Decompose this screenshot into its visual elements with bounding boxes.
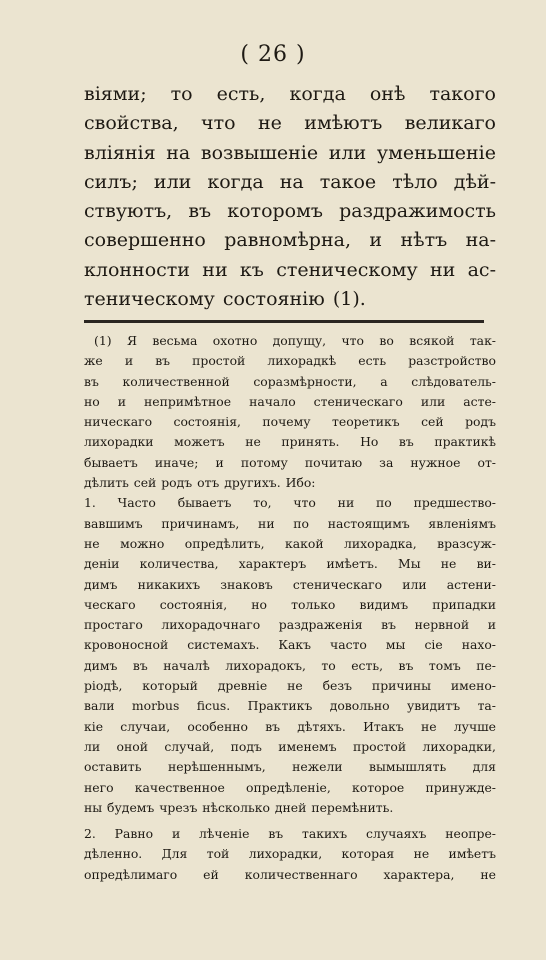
footnote-line: простаго лихорадочнаго раздраженія въ нервной и [84, 617, 496, 633]
footnote-line: ническаго состоянія, почему теоретикъ сей родъ [84, 414, 496, 430]
footnote-line: него качественное опредѣленіе, которое принужде- [84, 779, 496, 795]
footnote-line: ріодѣ, который древніе не безъ причины имено- [84, 678, 496, 694]
footnote-line: ны будемъ чрезъ нѣсколько дней перемѣнить. [84, 799, 394, 815]
footnote-line: вавшимъ причинамъ, ни по настоящимъ явленіямъ [84, 515, 496, 531]
footnote-line: же и въ простой лихорадкѣ есть разстройство [84, 353, 496, 369]
main-text-block [84, 80, 496, 314]
footnote-line: деніи количества, характеръ имѣетъ. Мы не ви- [84, 556, 496, 572]
footnote-divider [84, 320, 484, 323]
footnote-line: но и непримѣтное начало стеническаго или асте- [84, 393, 496, 409]
footnote-line: оставить нерѣшеннымъ, нежели вымышлять для [84, 759, 496, 775]
page-number: ( 26 ) [240, 42, 306, 67]
footnote-line: лихорадки можетъ не принять. Но въ практикѣ [84, 434, 496, 450]
main-text-line: вліянія на возвышеніе или уменьшеніе [84, 141, 496, 164]
main-text-line: віями; то есть, когда онѣ такого [84, 83, 496, 105]
main-text-line: теническому состоянію (1). [84, 288, 366, 311]
main-text-line: совершенно равномѣрна, и нѣтъ на- [84, 229, 496, 252]
footnote-line: 2. Равно и лѣченіе въ такихъ случаяхъ неопре- [84, 826, 496, 842]
main-text-line: силъ; или когда на такое тѣло дѣй- [84, 170, 496, 193]
footnote-line: опредѣлимаго ей количественнаго характера, не [84, 866, 496, 882]
footnote-line: не можно опредѣлить, какой лихорадка, вразсуж- [84, 535, 496, 551]
footnote-line: (1) Я весьма охотно допущу, что во всякой так- [94, 333, 496, 348]
footnote-line: кровоносной системахъ. Какъ часто мы сіе нахо- [84, 637, 496, 653]
footnote-line: кіе случаи, особенно въ дѣтяхъ. Итакъ не лучше [84, 718, 496, 734]
main-text-line: ствуютъ, въ которомъ раздражимость [84, 200, 496, 223]
main-text-line: свойства, что не имѣютъ великаго [84, 112, 496, 135]
footnote-line: бываетъ иначе; и потому почитаю за нужное от- [84, 454, 496, 470]
footnote-line: вали morbus ficus. Практикъ довольно увидитъ та- [84, 698, 496, 714]
footnote-line: ческаго состоянія, но только видимъ припадки [84, 596, 496, 612]
main-text-line: клонности ни къ стеническому ни ас- [84, 258, 496, 281]
footnote-line: дѣлить сей родъ отъ другихъ. Ибо: [84, 475, 316, 491]
footnote-line: ли оной случай, подъ именемъ простой лихорадки, [84, 738, 496, 754]
footnote-block [84, 331, 496, 885]
footnote-line: въ количественной соразмѣрности, а слѣдователь- [84, 373, 496, 389]
footnote-line: димъ никакихъ знаковъ стеническаго или астени- [84, 576, 496, 592]
footnote-line: димъ въ началѣ лихорадокъ, то есть, въ томъ пе- [84, 657, 496, 673]
footnote-line: 1. Часто бываетъ то, что ни по предшество- [84, 495, 496, 511]
footnote-line: дѣленно. Для той лихорадки, которая не имѣетъ [84, 846, 496, 862]
